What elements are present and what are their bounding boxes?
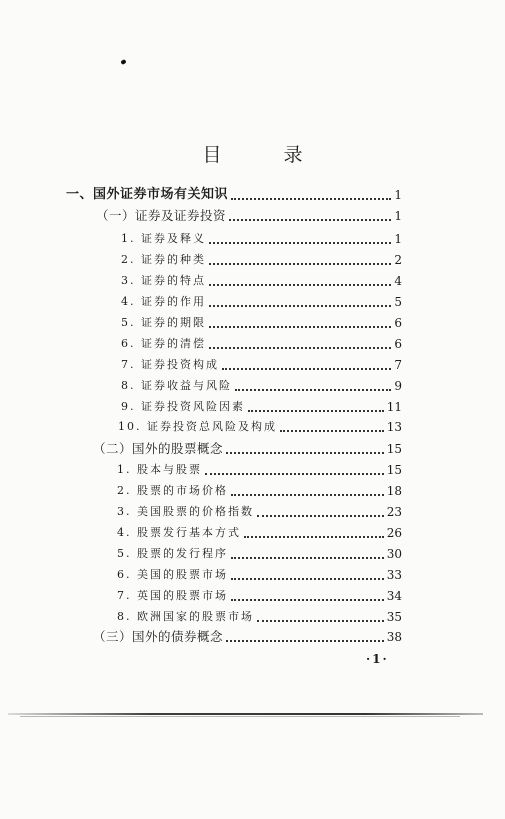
toc-entry bbox=[121, 311, 402, 331]
dot-leader bbox=[226, 640, 384, 642]
toc-entry bbox=[121, 290, 402, 310]
toc-entry bbox=[118, 415, 402, 435]
toc-entry-title: （三）国外的债券概念 bbox=[93, 629, 224, 644]
toc-entry-title: 5. 股票的发行程序 bbox=[117, 547, 228, 560]
dot-leader bbox=[248, 410, 384, 412]
toc-entry-page: 5 bbox=[394, 295, 402, 309]
toc-entry-page: 26 bbox=[386, 526, 402, 540]
dot-leader bbox=[231, 198, 391, 200]
toc-entry bbox=[121, 227, 402, 247]
dot-leader bbox=[231, 494, 384, 496]
dot-leader bbox=[205, 473, 384, 475]
toc-entry-page: 7 bbox=[394, 358, 402, 372]
bottom-rule bbox=[8, 713, 483, 715]
toc-entry bbox=[117, 521, 402, 541]
toc-entry-page: 15 bbox=[386, 463, 402, 477]
toc-entry-page: 1 bbox=[394, 232, 402, 246]
toc-entry-title: 6. 证券的清偿 bbox=[121, 337, 206, 350]
toc-entry-page: 6 bbox=[394, 337, 402, 351]
dot-leader bbox=[257, 620, 384, 622]
toc-entry-title: 2. 股票的市场价格 bbox=[117, 484, 228, 497]
toc-entry bbox=[117, 479, 402, 499]
toc-entry-page: 35 bbox=[386, 610, 402, 624]
dot-leader bbox=[209, 242, 391, 244]
toc-entry bbox=[117, 563, 402, 583]
toc-entry-page: 2 bbox=[394, 253, 402, 267]
toc-entry-title: （二）国外的股票概念 bbox=[93, 441, 224, 456]
toc-entry-page: 34 bbox=[386, 589, 402, 603]
toc-entry-title: 4. 股票发行基本方式 bbox=[117, 526, 241, 539]
dot-leader bbox=[209, 263, 391, 265]
toc-entry bbox=[117, 542, 402, 562]
page-title: 目 录 bbox=[202, 144, 331, 166]
toc-entry-title: 8. 欧洲国家的股票市场 bbox=[117, 610, 254, 623]
toc-entry bbox=[121, 248, 402, 268]
toc-entry bbox=[121, 374, 402, 394]
toc-entry bbox=[121, 353, 402, 373]
toc-entry bbox=[121, 332, 402, 352]
toc-entry-page: 1 bbox=[394, 188, 402, 202]
toc-entry bbox=[117, 584, 402, 604]
ink-speck bbox=[120, 59, 126, 65]
toc-entry bbox=[93, 437, 402, 457]
dot-leader bbox=[235, 389, 391, 391]
toc-entry-title: 一、国外证券市场有关知识 bbox=[66, 187, 229, 202]
dot-leader bbox=[257, 515, 384, 517]
toc-entry-page: 23 bbox=[386, 505, 402, 519]
toc-entry-page: 38 bbox=[386, 630, 402, 644]
toc-entry bbox=[121, 269, 402, 289]
dot-leader bbox=[222, 368, 391, 370]
page-number: ·1· bbox=[366, 652, 389, 666]
toc-entry-page: 6 bbox=[394, 316, 402, 330]
dot-leader bbox=[209, 284, 391, 286]
toc-entry bbox=[66, 183, 402, 203]
toc-entry-page: 1 bbox=[394, 209, 402, 223]
toc-entry bbox=[117, 605, 402, 625]
toc-entry-page: 33 bbox=[386, 568, 402, 582]
dot-leader bbox=[209, 305, 391, 307]
toc-entry-title: 7. 证券投资构成 bbox=[121, 358, 219, 371]
toc-entry-title: 3. 证券的特点 bbox=[121, 274, 206, 287]
toc-entry-title: 3. 美国股票的价格指数 bbox=[117, 505, 254, 518]
dot-leader bbox=[231, 557, 384, 559]
toc-entry-page: 11 bbox=[386, 400, 402, 414]
toc-entry-title: 5. 证券的期限 bbox=[121, 316, 206, 329]
toc-entry-page: 9 bbox=[394, 379, 402, 393]
toc-entry-title: 2. 证券的种类 bbox=[121, 253, 206, 266]
toc-entry-title: （一）证券及证券投资 bbox=[96, 208, 227, 223]
toc-entry-page: 18 bbox=[386, 484, 402, 498]
toc-entry-page: 13 bbox=[386, 420, 402, 434]
toc-entry bbox=[121, 395, 402, 415]
dot-leader bbox=[231, 578, 384, 580]
toc-entry bbox=[96, 204, 402, 224]
toc-entry-page: 4 bbox=[394, 274, 402, 288]
toc-entry-title: 1. 股本与股票 bbox=[117, 463, 202, 476]
dot-leader bbox=[244, 536, 384, 538]
toc-entry-page: 15 bbox=[386, 442, 402, 456]
toc-entry bbox=[117, 458, 402, 478]
toc-entry-title: 9. 证券投资风险因素 bbox=[121, 400, 245, 413]
dot-leader bbox=[226, 452, 384, 454]
toc-entry bbox=[117, 500, 402, 520]
dot-leader bbox=[209, 326, 391, 328]
dot-leader bbox=[231, 599, 384, 601]
toc-entry-page: 30 bbox=[386, 547, 402, 561]
dot-leader bbox=[229, 219, 391, 221]
toc-entry-title: 6. 美国的股票市场 bbox=[117, 568, 228, 581]
toc-entry-title: 8. 证券收益与风险 bbox=[121, 379, 232, 392]
toc-entry-title: 1. 证券及释义 bbox=[121, 232, 206, 245]
bottom-rule-shadow bbox=[20, 716, 460, 717]
toc-entry-title: 4. 证券的作用 bbox=[121, 295, 206, 308]
toc-entry-title: 7. 英国的股票市场 bbox=[117, 589, 228, 602]
toc-entry-title: 10. 证券投资总风险及构成 bbox=[118, 420, 277, 433]
dot-leader bbox=[280, 430, 384, 432]
dot-leader bbox=[209, 347, 391, 349]
toc-entry bbox=[93, 625, 402, 645]
